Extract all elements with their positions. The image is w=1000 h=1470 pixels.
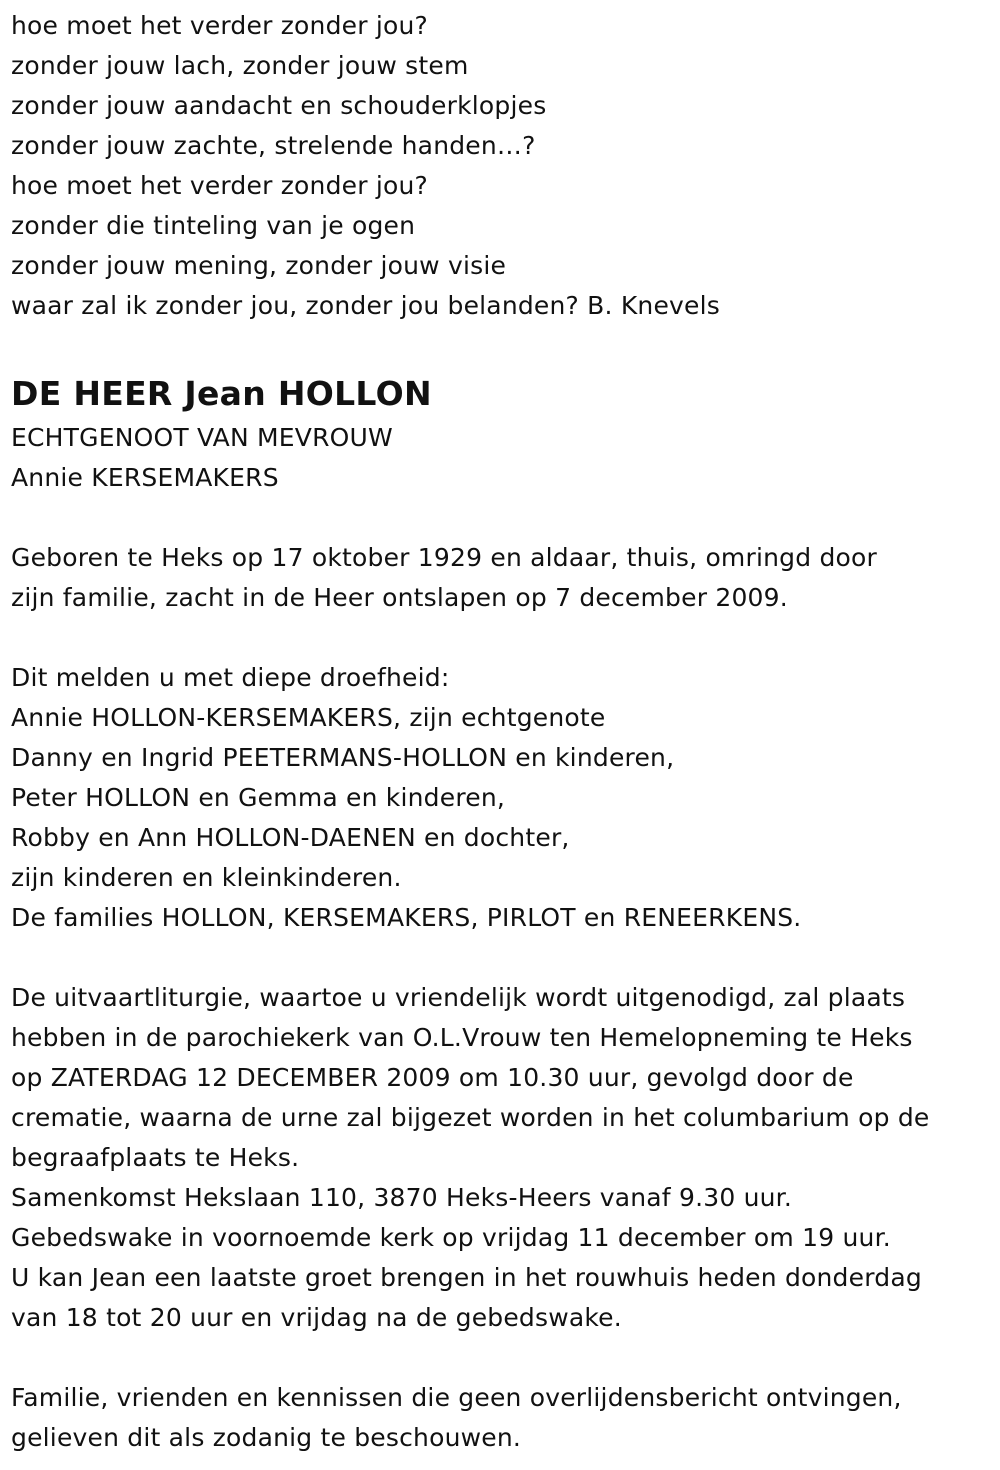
poem-block — [11, 6, 996, 326]
paragraph-line: U kan Jean een laatste groet brengen in het rouwhuis heden donderdag — [11, 1263, 922, 1292]
paragraph-line: gelieven dit als zodanig te beschouwen. — [11, 1423, 522, 1452]
paragraph-line: begraafplaats te Heks. — [11, 1143, 300, 1172]
paragraph-line: crematie, waarna de urne zal bijgezet worden in het columbarium op de — [11, 1103, 930, 1132]
mourner-entry: Peter HOLLON en Gemma en kinderen, — [11, 783, 506, 812]
spacer — [11, 498, 996, 538]
poem-line: waar zal ik zonder jou, zonder jou belanden? B. Knevels — [11, 291, 720, 320]
spacer — [11, 1338, 996, 1378]
poem-line: hoe moet het verder zonder jou? — [11, 11, 429, 40]
paragraph-line: van 18 tot 20 uur en vrijdag na de gebedswake. — [11, 1303, 622, 1332]
paragraph-line: zijn familie, zacht in de Heer ontslapen op 7 december 2009. — [11, 583, 788, 612]
poem-line: zonder jouw aandacht en schouderklopjes — [11, 91, 547, 120]
poem-line: zonder jouw mening, zonder jouw visie — [11, 251, 507, 280]
spacer — [11, 618, 996, 658]
paragraph-line: Familie, vrienden en kennissen die geen overlijdensbericht ontvingen, — [11, 1383, 902, 1412]
mourner-entry: Danny en Ingrid PEETERMANS-HOLLON en kinderen, — [11, 743, 675, 772]
poem-line: zonder jouw zachte, strelende handen…? — [11, 131, 536, 160]
obituary-notice — [11, 6, 996, 1458]
mourner-entry: De families HOLLON, KERSEMAKERS, PIRLOT en RENEERKENS. — [11, 903, 802, 932]
paragraph-line: De uitvaartliturgie, waartoe u vriendelijk wordt uitgenodigd, zal plaats — [11, 983, 906, 1012]
spacer — [11, 326, 996, 370]
mourners-intro: Dit melden u met diepe droefheid: — [11, 663, 450, 692]
spacer — [11, 938, 996, 978]
paragraph-line: op ZATERDAG 12 DECEMBER 2009 om 10.30 uur, gevolgd door de — [11, 1063, 854, 1092]
wake-line: Gebedswake in voornoemde kerk op vrijdag 11 december om 19 uur. — [11, 1223, 891, 1252]
paragraph-line: hebben in de parochiekerk van O.L.Vrouw ten Hemelopneming te Heks — [11, 1023, 913, 1052]
mourners-list — [11, 658, 996, 938]
poem-line: zonder jouw lach, zonder jouw stem — [11, 51, 469, 80]
funeral-details — [11, 978, 996, 1338]
poem-line: zonder die tinteling van je ogen — [11, 211, 416, 240]
deceased-block — [11, 370, 996, 498]
gathering-line: Samenkomst Hekslaan 110, 3870 Heks-Heers vanaf 9.30 uur. — [11, 1183, 792, 1212]
birth-death-paragraph — [11, 538, 996, 618]
deceased-name-heading: DE HEER Jean HOLLON — [11, 374, 432, 413]
mourner-entry: Annie HOLLON-KERSEMAKERS, zijn echtgenote — [11, 703, 606, 732]
closing-note — [11, 1378, 996, 1458]
mourner-entry: zijn kinderen en kleinkinderen. — [11, 863, 402, 892]
relation-line: ECHTGENOOT VAN MEVROUW — [11, 423, 393, 452]
mourner-entry: Robby en Ann HOLLON-DAENEN en dochter, — [11, 823, 570, 852]
poem-line: hoe moet het verder zonder jou? — [11, 171, 429, 200]
paragraph-line: Geboren te Heks op 17 oktober 1929 en aldaar, thuis, omringd door — [11, 543, 877, 572]
spouse-name: Annie KERSEMAKERS — [11, 463, 279, 492]
